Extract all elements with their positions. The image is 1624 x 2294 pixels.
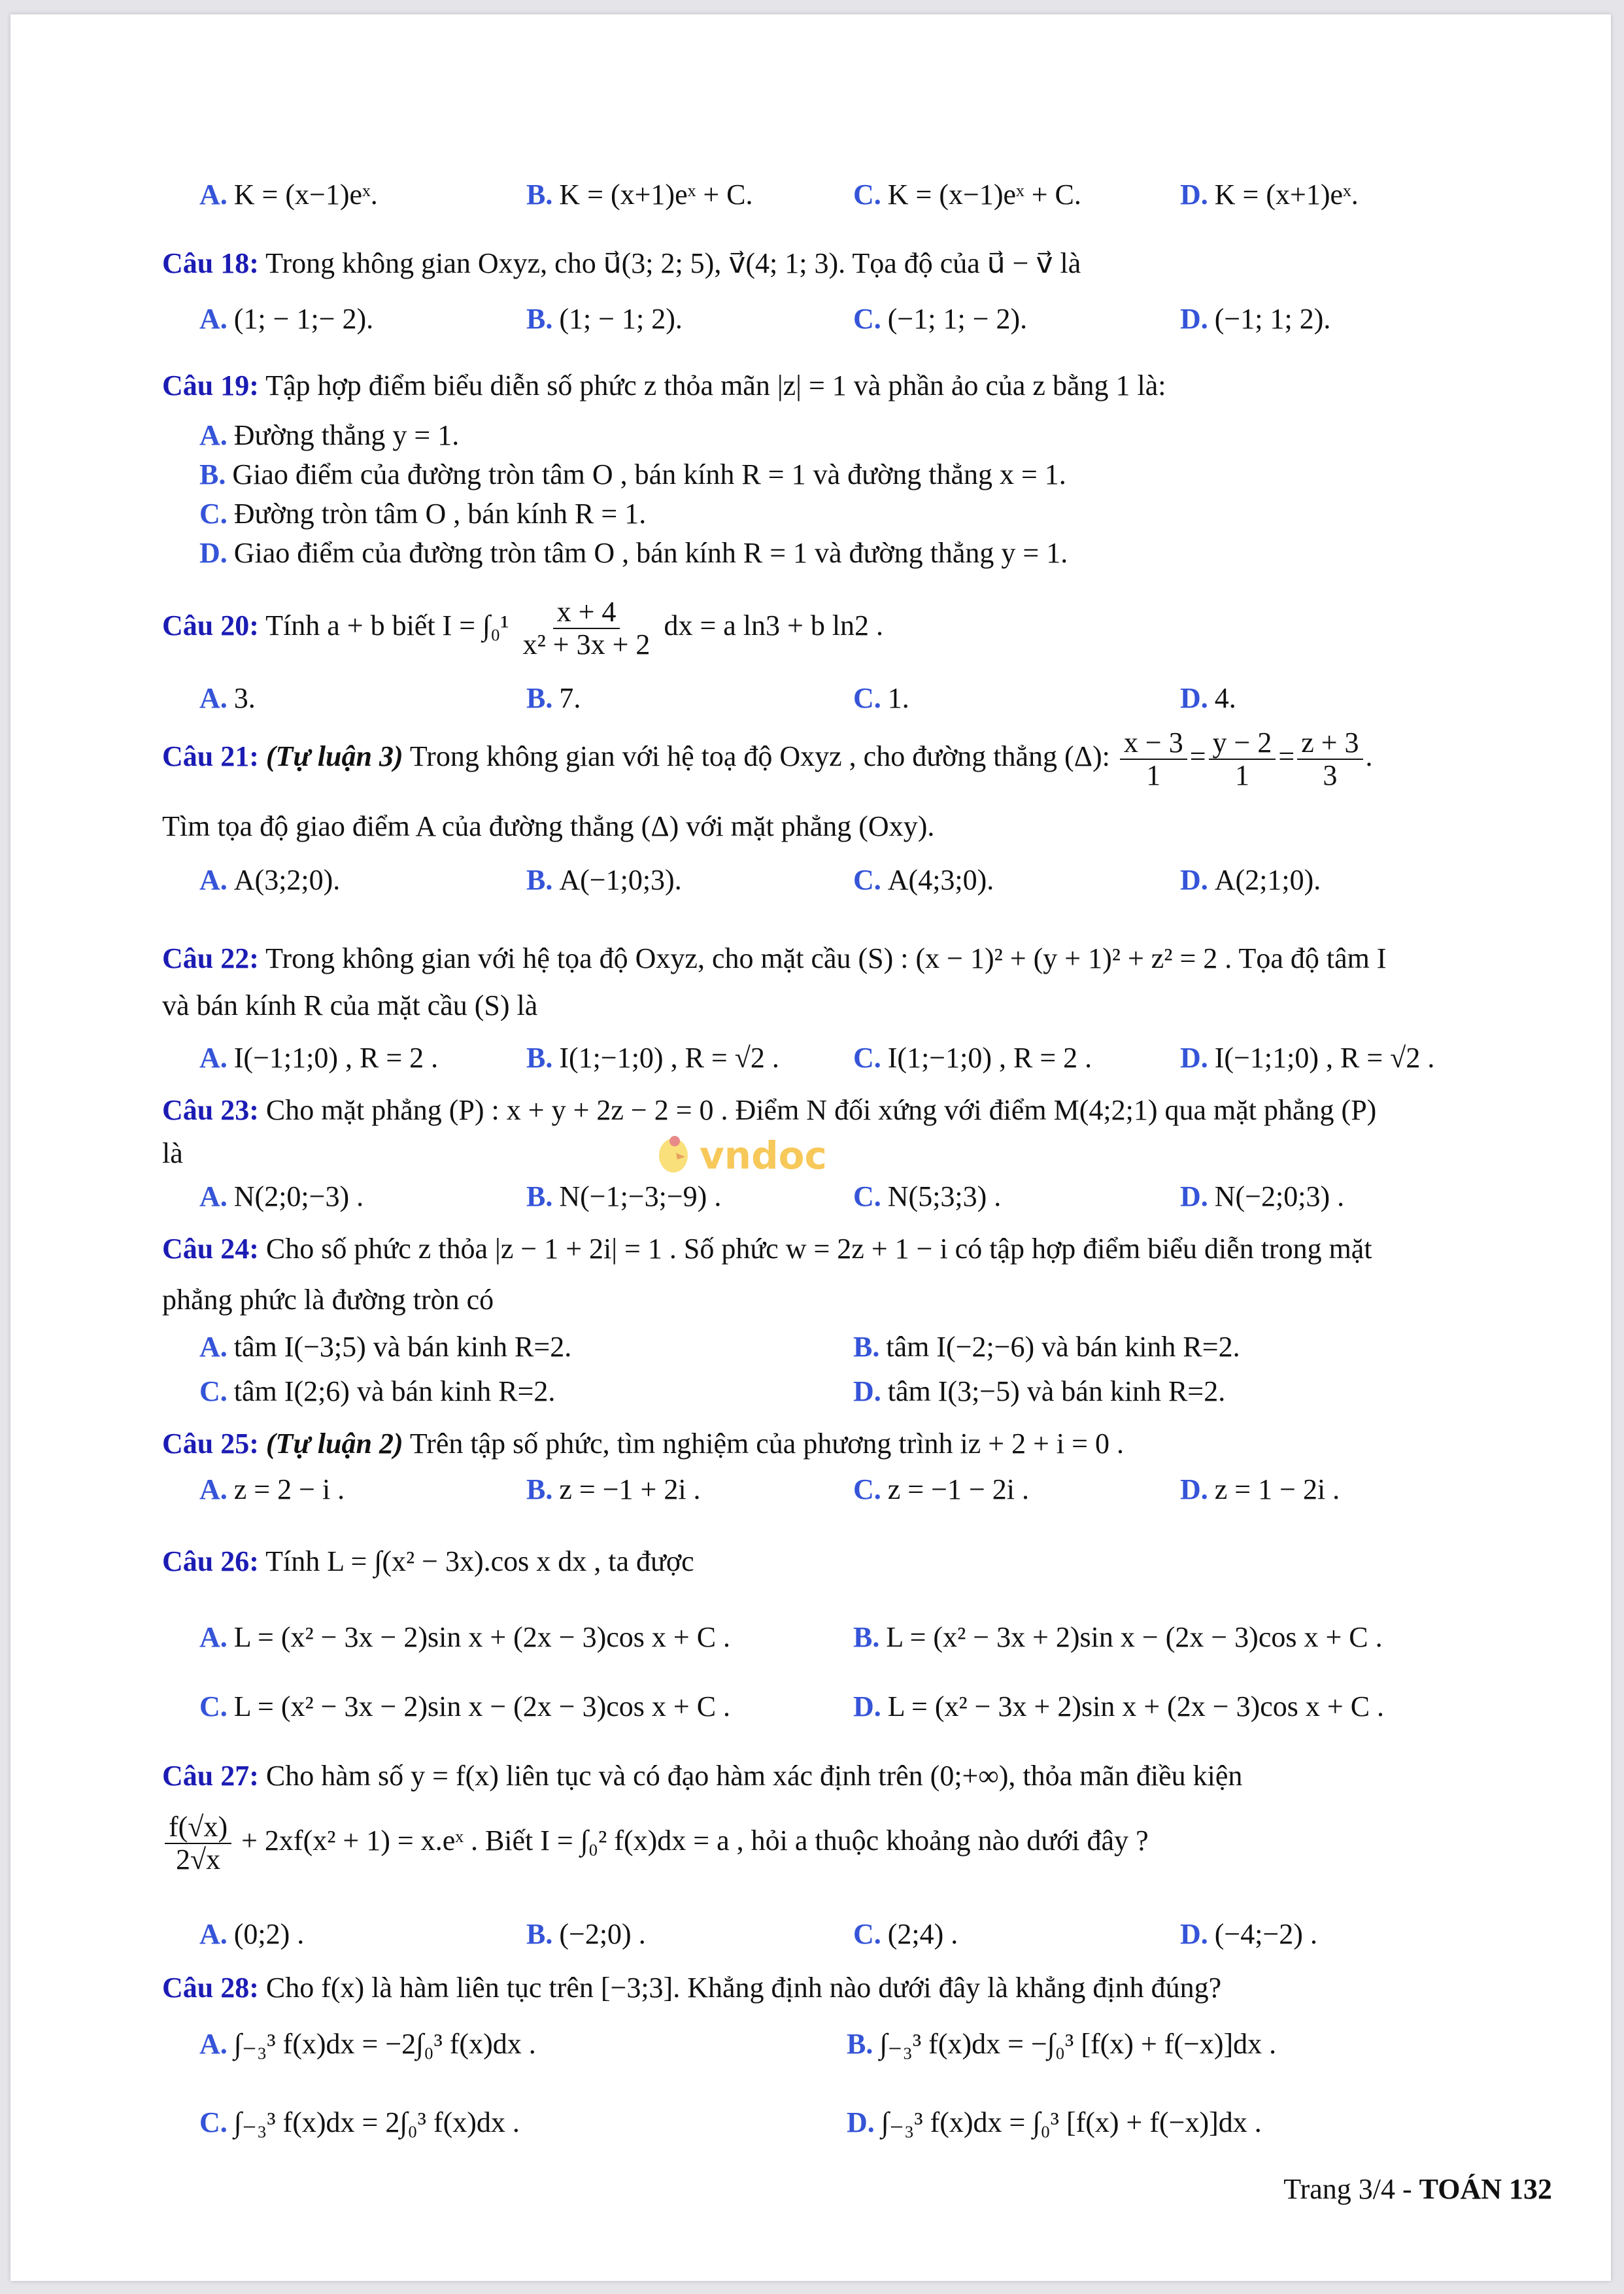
option-letter: C. — [853, 179, 881, 211]
option-letter: A. — [199, 1473, 228, 1505]
option-letter: A. — [199, 419, 228, 451]
q19-option-b — [199, 456, 1066, 493]
option-letter: C. — [199, 1375, 228, 1407]
q26-stem — [162, 1543, 694, 1580]
option-text: (−1; 1; 2). — [1214, 303, 1331, 335]
q27-line2 — [162, 1811, 1149, 1875]
option-letter: B. — [526, 682, 553, 714]
option-text: A(−1;0;3). — [559, 864, 682, 896]
page-number: Trang 3/4 - — [1283, 2173, 1412, 2205]
option-text: ∫₋₃³ f(x)dx = −2∫₀³ f(x)dx . — [233, 2028, 536, 2060]
option-letter: B. — [526, 179, 553, 211]
option-text: K = (x+1)eˣ + C. — [559, 179, 753, 211]
option-text: (1; − 1; 2). — [559, 303, 683, 335]
q19-option-a — [199, 417, 459, 454]
option-text: (2;4) . — [887, 1918, 958, 1950]
q20-option-c — [853, 680, 909, 717]
q26-option-a — [199, 1619, 730, 1656]
option-letter: D. — [1180, 1180, 1208, 1212]
option-letter: A. — [199, 682, 228, 714]
option-text: A(3;2;0). — [233, 864, 341, 896]
option-text: ∫₋₃³ f(x)dx = 2∫₀³ f(x)dx . — [233, 2106, 520, 2138]
vndoc-watermark — [654, 1135, 1020, 1174]
fraction-numerator: z + 3 — [1297, 727, 1362, 760]
q19-option-c — [199, 496, 646, 532]
question-label: Câu 27: — [162, 1760, 259, 1792]
q23-option-d — [1180, 1178, 1344, 1215]
q21-option-c — [853, 862, 994, 899]
q27-option-b — [526, 1916, 646, 1953]
option-text: (−1; 1; − 2). — [887, 303, 1028, 335]
option-letter: B. — [847, 2028, 873, 2060]
option-text: z = 2 − i . — [233, 1473, 345, 1505]
option-text: z = 1 − 2i . — [1214, 1473, 1340, 1505]
option-letter: D. — [847, 2106, 875, 2138]
fraction-denominator: 3 — [1323, 759, 1338, 791]
option-letter: B. — [526, 864, 553, 896]
fraction-numerator: f(√x) — [165, 1811, 231, 1844]
fraction — [1297, 727, 1362, 791]
question-text: Cho số phức z thỏa |z − 1 + 2i| = 1 . Số phức w = 2z + 1 − i có tập hợp điểm biểu diễn trong mặt — [265, 1233, 1372, 1265]
q25-stem — [162, 1426, 1124, 1462]
option-letter: B. — [853, 1331, 880, 1363]
option-letter: C. — [853, 1473, 881, 1505]
q23-stem — [162, 1092, 1376, 1129]
mascot-icon — [659, 1136, 688, 1173]
option-text: (1; − 1;− 2). — [233, 303, 374, 335]
option-text: I(1;−1;0) , R = √2 . — [559, 1042, 779, 1074]
question-label: Câu 18: — [162, 247, 259, 279]
watermark-text: vndoc — [700, 1135, 827, 1174]
fraction — [1209, 727, 1276, 791]
option-text: I(−1;1;0) , R = 2 . — [233, 1042, 439, 1074]
option-letter: B. — [199, 458, 226, 490]
question-text: + 2xf(x² + 1) = x.eˣ . Biết I = ∫₀² f(x)dx = a , hỏi a thuộc khoảng nào dưới đây ? — [241, 1824, 1149, 1857]
q28-option-a — [199, 2026, 536, 2063]
option-text: Đường thẳng y = 1. — [233, 419, 460, 451]
q24-option-d — [853, 1373, 1225, 1410]
q18-option-d — [1180, 301, 1330, 337]
option-letter: A. — [199, 864, 228, 896]
question-label: Câu 22: — [162, 942, 259, 974]
fraction-numerator: y − 2 — [1209, 727, 1276, 760]
q18-stem — [162, 245, 1081, 282]
option-letter: A. — [199, 179, 228, 211]
option-letter: A. — [199, 1042, 228, 1074]
option-text: I(1;−1;0) , R = 2 . — [887, 1042, 1092, 1074]
option-text: L = (x² − 3x + 2)sin x + (2x − 3)cos x + C . — [887, 1690, 1385, 1722]
q20-option-d — [1180, 680, 1236, 717]
option-letter: C. — [853, 1918, 881, 1950]
option-letter: C. — [199, 1690, 228, 1722]
q25-option-a — [199, 1471, 345, 1508]
q19-option-d — [199, 535, 1068, 572]
question-text: Trong không gian với hệ tọa độ Oxyz, cho mặt cầu (S) : (x − 1)² + (y + 1)² + z² = 2 . Tọa độ tâm I — [265, 942, 1387, 974]
option-letter: B. — [853, 1621, 880, 1653]
page-footer — [1283, 2171, 1552, 2208]
fraction — [165, 1811, 231, 1875]
option-letter: C. — [853, 1042, 881, 1074]
question-text: Trên tập số phức, tìm nghiệm của phương trình iz + 2 + i = 0 . — [409, 1428, 1124, 1460]
q24-option-c — [199, 1373, 555, 1410]
option-letter: D. — [853, 1375, 881, 1407]
option-text: tâm I(2;6) và bán kinh R=2. — [233, 1375, 556, 1407]
essay-tag: (Tự luận 3) — [265, 740, 403, 773]
q25-option-b — [526, 1471, 701, 1508]
option-letter: A. — [199, 1180, 228, 1212]
option-text: z = −1 − 2i . — [887, 1473, 1029, 1505]
option-letter: C. — [853, 1180, 881, 1212]
option-letter: D. — [1180, 864, 1208, 896]
question-text: Trong không gian với hệ toạ độ Oxyz , cho đường thẳng (Δ): — [409, 740, 1110, 773]
q28-stem — [162, 1970, 1221, 2006]
option-letter: D. — [1180, 303, 1208, 335]
question-label: Câu 19: — [162, 369, 259, 402]
option-letter: B. — [526, 1042, 553, 1074]
option-text: tâm I(3;−5) và bán kinh R=2. — [887, 1375, 1226, 1407]
fraction-denominator: 1 — [1234, 759, 1249, 791]
option-letter: D. — [199, 537, 228, 569]
q28-option-b — [847, 2026, 1276, 2063]
q18-option-b — [526, 301, 683, 337]
q22-stem — [162, 940, 1387, 977]
q22-option-a — [199, 1040, 438, 1076]
option-letter: A. — [199, 1331, 228, 1363]
question-label: Câu 28: — [162, 1972, 259, 2004]
option-text: K = (x−1)eˣ + C. — [887, 179, 1081, 211]
question-text: Cho f(x) là hàm liên tục trên [−3;3]. Khẳng định nào dưới đây là khẳng định đúng? — [265, 1972, 1222, 2004]
option-text: A(2;1;0). — [1214, 864, 1321, 896]
question-text-end: dx = a ln3 + b ln2 . — [664, 609, 884, 642]
q26-option-c — [199, 1688, 730, 1725]
option-letter: D. — [1180, 1042, 1208, 1074]
option-letter: B. — [526, 1473, 553, 1505]
q24-stem — [162, 1231, 1372, 1267]
question-label: Câu 26: — [162, 1545, 259, 1577]
q27-stem — [162, 1758, 1242, 1794]
option-letter: D. — [1180, 1918, 1208, 1950]
fraction — [1120, 727, 1187, 791]
option-letter: B. — [526, 1918, 553, 1950]
q23-option-b — [526, 1178, 721, 1215]
option-text: N(5;3;3) . — [887, 1180, 1002, 1212]
q27-option-d — [1180, 1916, 1317, 1953]
option-text: N(2;0;−3) . — [233, 1180, 364, 1212]
option-letter: A. — [199, 1918, 228, 1950]
option-letter: A. — [199, 2028, 228, 2060]
option-text: (−4;−2) . — [1214, 1918, 1317, 1950]
option-text: I(−1;1;0) , R = √2 . — [1214, 1042, 1435, 1074]
option-text: (0;2) . — [233, 1918, 305, 1950]
fraction-denominator: 1 — [1146, 759, 1161, 791]
question-label: Câu 25: — [162, 1428, 259, 1460]
option-letter: B. — [526, 1180, 553, 1212]
option-letter: C. — [199, 2106, 228, 2138]
option-text: ∫₋₃³ f(x)dx = −∫₀³ [f(x) + f(−x)]dx . — [879, 2028, 1277, 2060]
q24-option-b — [853, 1329, 1240, 1365]
q21-line2: Tìm tọa độ giao điểm A của đường thẳng (Δ) với mặt phẳng (Oxy). — [162, 810, 935, 842]
question-label: Câu 23: — [162, 1094, 259, 1126]
q24-line2: phẳng phức là đường tròn có — [162, 1284, 494, 1316]
option-text: 7. — [559, 682, 581, 714]
q26-option-b — [853, 1619, 1383, 1656]
q20-option-a — [199, 680, 256, 717]
option-letter: C. — [853, 864, 881, 896]
q19-stem — [162, 368, 1166, 404]
option-text: L = (x² − 3x + 2)sin x − (2x − 3)cos x + C . — [886, 1621, 1383, 1653]
option-text: N(−2;0;3) . — [1214, 1180, 1345, 1212]
q21-stem: Câu 21: (Tự luận 3) Trong không gian với hệ toạ độ Oxyz , cho đường thẳng (Δ): $\frac{x - 3}{1}$ = $\frac{y - 2}{1}$ = $\frac{z + 3}{3}$ . — [162, 727, 1373, 791]
option-text: A(4;3;0). — [887, 864, 994, 896]
option-text: tâm I(−3;5) và bán kinh R=2. — [233, 1331, 572, 1363]
option-text: z = −1 + 2i . — [559, 1473, 701, 1505]
option-text: 4. — [1214, 682, 1236, 714]
option-text: L = (x² − 3x − 2)sin x − (2x − 3)cos x + C . — [233, 1690, 731, 1722]
option-text: K = (x+1)eˣ. — [1214, 179, 1359, 211]
option-text: tâm I(−2;−6) và bán kinh R=2. — [886, 1331, 1240, 1363]
question-text: Tập hợp điểm biểu diễn số phức z thỏa mãn |z| = 1 và phần ảo của z bằng 1 là: — [265, 369, 1166, 402]
q25-option-d — [1180, 1471, 1340, 1508]
q27-option-a — [199, 1916, 304, 1953]
q18-option-c — [853, 301, 1027, 337]
q22-option-c — [853, 1040, 1092, 1076]
option-letter: C. — [853, 303, 881, 335]
fraction-numerator: x + 4 — [553, 596, 620, 629]
q18-option-a — [199, 301, 373, 337]
q22-option-d — [1180, 1040, 1434, 1076]
option-text: ∫₋₃³ f(x)dx = ∫₀³ [f(x) + f(−x)]dx . — [881, 2106, 1262, 2138]
q24-option-a — [199, 1329, 571, 1365]
option-letter: D. — [1180, 1473, 1208, 1505]
option-letter: D. — [853, 1690, 881, 1722]
question-label: Câu 24: — [162, 1233, 259, 1265]
q23-option-c — [853, 1178, 1001, 1215]
option-letter: C. — [853, 682, 881, 714]
q17-option-c — [853, 177, 1081, 213]
fraction-denominator: x² + 3x + 2 — [522, 628, 651, 660]
question-text: Tính L = ∫(x² − 3x).cos x dx , ta được — [265, 1545, 694, 1577]
question-text: Trong không gian Oxyz, cho u⃗(3; 2; 5), v⃗(4; 1; 3). Tọa độ của u⃗ − v⃗ là — [265, 247, 1081, 279]
q28-option-c — [199, 2104, 520, 2141]
question-label: Câu 21: — [162, 740, 259, 773]
option-text: L = (x² − 3x − 2)sin x + (2x − 3)cos x + C . — [233, 1621, 731, 1653]
option-letter: B. — [526, 303, 553, 335]
q25-option-c — [853, 1471, 1029, 1508]
question-text: Cho mặt phẳng (P) : x + y + 2z − 2 = 0 . Điểm N đối xứng với điểm M(4;2;1) qua mặt phẳng (P) — [265, 1094, 1377, 1126]
q21-option-a — [199, 862, 340, 899]
q23-option-a — [199, 1178, 364, 1215]
option-text: Giao điểm của đường tròn tâm O , bán kính R = 1 và đường thẳng y = 1. — [233, 537, 1068, 569]
q20-stem — [162, 596, 883, 660]
q22-option-b — [526, 1040, 779, 1076]
option-text: 1. — [887, 682, 909, 714]
question-text: Tính a + b biết I = ∫₀¹ — [265, 609, 509, 642]
option-letter: A. — [199, 1621, 228, 1653]
option-text: (−2;0) . — [559, 1918, 646, 1950]
option-letter: D. — [1180, 682, 1208, 714]
option-text: K = (x−1)eˣ. — [233, 179, 378, 211]
q17-option-b — [526, 177, 753, 213]
q21-option-d — [1180, 862, 1321, 899]
essay-tag: (Tự luận 2) — [265, 1428, 403, 1460]
question-label: Câu 20: — [162, 609, 259, 642]
option-letter: D. — [1180, 179, 1208, 211]
q27-option-c — [853, 1916, 958, 1953]
fraction-denominator: 2√x — [175, 1843, 221, 1875]
q20-option-b — [526, 680, 581, 717]
q28-option-d — [847, 2104, 1262, 2141]
option-text: N(−1;−3;−9) . — [559, 1180, 722, 1212]
q21-option-b — [526, 862, 682, 899]
q17-option-d — [1180, 177, 1359, 213]
q17-option-a — [199, 177, 378, 213]
option-letter: A. — [199, 303, 228, 335]
q23-line2: là — [162, 1137, 183, 1169]
q26-option-d — [853, 1688, 1384, 1725]
exam-code: TOÁN 132 — [1419, 2173, 1552, 2205]
q22-line2: và bán kính R của mặt cầu (S) là — [162, 989, 538, 1021]
option-text: Giao điểm của đường tròn tâm O , bán kính R = 1 và đường thẳng x = 1. — [232, 458, 1066, 490]
option-letter: C. — [199, 498, 228, 530]
fraction — [519, 596, 654, 660]
fraction-numerator: x − 3 — [1120, 727, 1187, 760]
option-text: Đường tròn tâm O , bán kính R = 1. — [233, 498, 647, 530]
question-text: Cho hàm số y = f(x) liên tục và có đạo hàm xác định trên (0;+∞), thỏa mãn điều kiện — [265, 1760, 1243, 1792]
option-text: 3. — [233, 682, 256, 714]
